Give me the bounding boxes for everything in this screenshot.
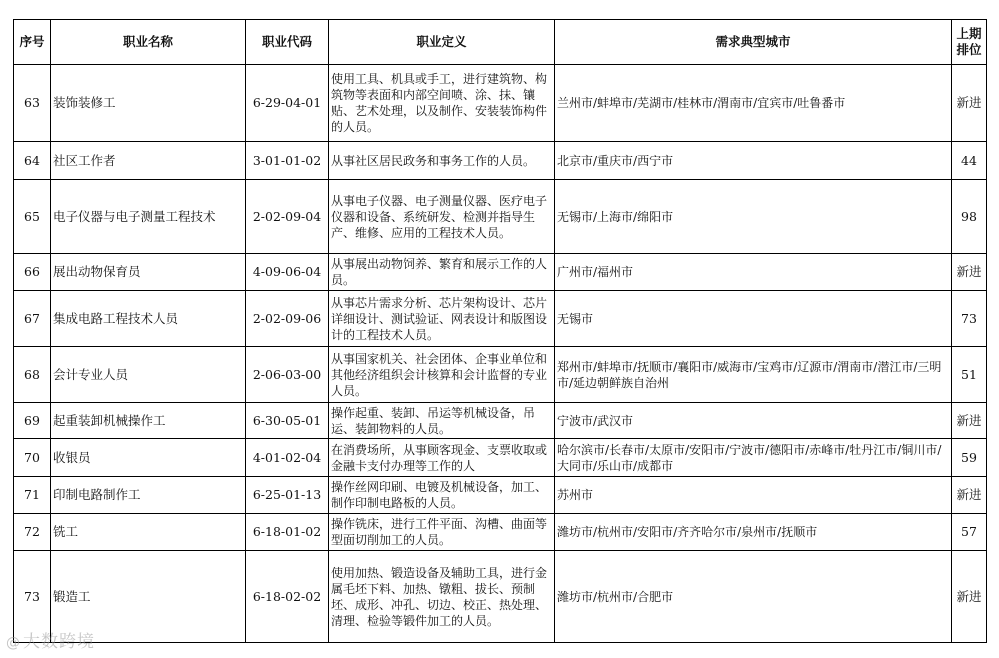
table-row <box>14 477 987 514</box>
row-definition: 操作起重、装卸、吊运等机械设备，吊运、装卸物料的人员。 <box>329 403 555 439</box>
row-cities: 无锡市 <box>555 291 952 347</box>
header-name: 职业名称 <box>51 20 246 65</box>
table-row <box>14 142 987 180</box>
row-no: 63 <box>14 65 51 142</box>
row-definition: 从事国家机关、社会团体、企事业单位和其他经济组织会计核算和会计监督的专业人员。 <box>329 347 555 403</box>
table-row <box>14 514 987 551</box>
header-row <box>14 20 987 65</box>
occupation-table <box>13 19 987 643</box>
row-definition: 从事芯片需求分析、芯片架构设计、芯片详细设计、测试验证、网表设计和版图设计的工程技术人员。 <box>329 291 555 347</box>
row-definition: 使用工具、机具或手工，进行建筑物、构筑物等表面和内部空间喷、涂、抹、镶贴、艺术处理，以及制作、安装装饰构件的人员。 <box>329 65 555 142</box>
row-code: 6-30-05-01 <box>246 403 329 439</box>
watermark-text: 大数跨境 <box>23 632 95 652</box>
row-code: 6-29-04-01 <box>246 65 329 142</box>
row-code: 3-01-01-02 <box>246 142 329 180</box>
row-code: 2-02-09-04 <box>246 180 329 254</box>
row-name: 会计专业人员 <box>51 347 246 403</box>
row-rank: 73 <box>952 291 987 347</box>
row-no: 70 <box>14 439 51 477</box>
row-code: 6-25-01-13 <box>246 477 329 514</box>
row-name: 起重装卸机械操作工 <box>51 403 246 439</box>
row-cities: 兰州市/蚌埠市/芜湖市/桂林市/渭南市/宜宾市/吐鲁番市 <box>555 65 952 142</box>
row-cities: 哈尔滨市/长春市/太原市/安阳市/宁波市/德阳市/赤峰市/牡丹江市/铜川市/大同市/乐山市/成都市 <box>555 439 952 477</box>
row-rank: 新进 <box>952 477 987 514</box>
row-rank: 59 <box>952 439 987 477</box>
row-definition: 在消费场所，从事顾客现金、支票收取或金融卡支付办理等工作的人 <box>329 439 555 477</box>
row-no: 66 <box>14 254 51 291</box>
row-rank: 新进 <box>952 551 987 643</box>
row-code: 6-18-01-02 <box>246 514 329 551</box>
row-no: 64 <box>14 142 51 180</box>
row-cities: 苏州市 <box>555 477 952 514</box>
table-row <box>14 403 987 439</box>
watermark <box>6 627 95 652</box>
row-name: 社区工作者 <box>51 142 246 180</box>
row-rank: 新进 <box>952 65 987 142</box>
row-cities: 无锡市/上海市/绵阳市 <box>555 180 952 254</box>
table-row <box>14 439 987 477</box>
row-no: 69 <box>14 403 51 439</box>
row-rank: 57 <box>952 514 987 551</box>
row-cities: 广州市/福州市 <box>555 254 952 291</box>
table-row <box>14 65 987 142</box>
row-name: 展出动物保育员 <box>51 254 246 291</box>
row-definition: 从事展出动物饲养、繁育和展示工作的人员。 <box>329 254 555 291</box>
row-definition: 从事社区居民政务和事务工作的人员。 <box>329 142 555 180</box>
row-name: 集成电路工程技术人员 <box>51 291 246 347</box>
table-row <box>14 180 987 254</box>
row-no: 72 <box>14 514 51 551</box>
table-row <box>14 551 987 643</box>
table-row <box>14 347 987 403</box>
row-code: 4-09-06-04 <box>246 254 329 291</box>
row-name: 铣工 <box>51 514 246 551</box>
header-rank-line1: 上期 <box>956 26 982 41</box>
row-no: 67 <box>14 291 51 347</box>
header-cities: 需求典型城市 <box>555 20 952 65</box>
row-code: 2-02-09-06 <box>246 291 329 347</box>
row-name: 印制电路制作工 <box>51 477 246 514</box>
table-row <box>14 254 987 291</box>
row-rank: 44 <box>952 142 987 180</box>
row-definition: 从事电子仪器、电子测量仪器、医疗电子仪器和设备、系统研发、检测并指导生产、维修、应用的工程技术人员。 <box>329 180 555 254</box>
row-cities: 宁波市/武汉市 <box>555 403 952 439</box>
row-cities: 北京市/重庆市/西宁市 <box>555 142 952 180</box>
header-rank <box>952 20 987 65</box>
row-rank: 新进 <box>952 403 987 439</box>
row-rank: 51 <box>952 347 987 403</box>
row-definition: 使用加热、锻造设备及辅助工具，进行金属毛坯下料、加热、镦粗、拔长、预制坯、成形、冲孔、切边、校正、热处理、清理、检验等锻件加工的人员。 <box>329 551 555 643</box>
table-row <box>14 291 987 347</box>
row-definition: 操作铣床，进行工件平面、沟槽、曲面等型面切削加工的人员。 <box>329 514 555 551</box>
row-cities: 郑州市/蚌埠市/抚顺市/襄阳市/威海市/宝鸡市/辽源市/渭南市/潜江市/三明市/延边朝鲜族自治州 <box>555 347 952 403</box>
row-name: 装饰装修工 <box>51 65 246 142</box>
row-code: 2-06-03-00 <box>246 347 329 403</box>
row-code: 6-18-02-02 <box>246 551 329 643</box>
row-rank: 98 <box>952 180 987 254</box>
header-no: 序号 <box>14 20 51 65</box>
header-definition: 职业定义 <box>329 20 555 65</box>
row-code: 4-01-02-04 <box>246 439 329 477</box>
header-code: 职业代码 <box>246 20 329 65</box>
row-name: 电子仪器与电子测量工程技术 <box>51 180 246 254</box>
row-no: 65 <box>14 180 51 254</box>
row-name: 收银员 <box>51 439 246 477</box>
header-rank-line2: 排位 <box>956 42 982 57</box>
row-cities: 潍坊市/杭州市/合肥市 <box>555 551 952 643</box>
row-no: 68 <box>14 347 51 403</box>
row-rank: 新进 <box>952 254 987 291</box>
row-no: 71 <box>14 477 51 514</box>
row-definition: 操作丝网印刷、电镀及机械设备，加工、制作印制电路板的人员。 <box>329 477 555 514</box>
watermark-mark: @ <box>6 635 21 651</box>
row-cities: 潍坊市/杭州市/安阳市/齐齐哈尔市/泉州市/抚顺市 <box>555 514 952 551</box>
row-no: 73 <box>14 551 51 643</box>
row-name: 锻造工 <box>51 551 246 643</box>
